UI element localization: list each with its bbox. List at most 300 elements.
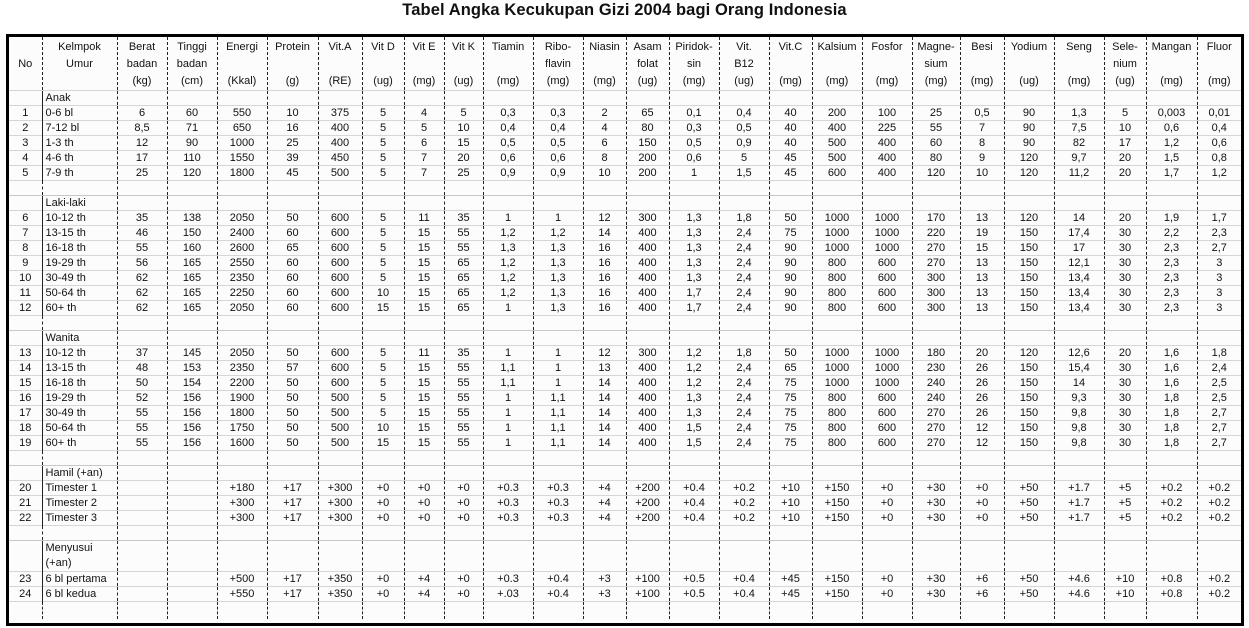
cell-berat: 55 [117, 421, 167, 436]
empty-cell [1104, 181, 1146, 196]
cell-niasin: +4 [583, 496, 626, 511]
empty-cell [9, 541, 42, 572]
empty-cell [1054, 602, 1104, 620]
column-header-line: B12 [734, 58, 754, 70]
cell-vitk: +0 [444, 481, 483, 496]
column-header-line: badan [126, 58, 158, 70]
cell-no: 7 [9, 226, 42, 241]
cell-piridoksin: 1,2 [669, 376, 719, 391]
cell-kalsium: 800 [812, 391, 862, 406]
cell-kalsium: 200 [812, 106, 862, 121]
cell-besi: 26 [960, 391, 1004, 406]
cell-selenium: 5 [1104, 106, 1146, 121]
cell-energi: 2350 [217, 361, 267, 376]
empty-cell [669, 602, 719, 620]
column-header-vitc [769, 37, 812, 91]
cell-no: 11 [9, 286, 42, 301]
empty-cell [1146, 451, 1197, 466]
empty-cell [862, 181, 912, 196]
cell-asamfolat: 400 [626, 226, 669, 241]
column-header-line [1147, 56, 1197, 73]
cell-piridoksin: 0,1 [669, 106, 719, 121]
cell-yodium: 150 [1004, 301, 1054, 316]
cell-tinggi: 154 [167, 376, 217, 391]
cell-asamfolat: +100 [626, 587, 669, 602]
cell-berat: 37 [117, 346, 167, 361]
empty-cell [318, 526, 362, 541]
cell-protein: 10 [267, 106, 318, 121]
cell-selenium: 30 [1104, 286, 1146, 301]
cell-tiamin: +0.3 [483, 496, 533, 511]
empty-cell [1104, 316, 1146, 331]
cell-fluor: 2,7 [1197, 421, 1241, 436]
cell-piridoksin: 1,5 [669, 436, 719, 451]
column-header-line [961, 56, 1004, 73]
empty-cell [117, 526, 167, 541]
cell-energi: 2050 [217, 346, 267, 361]
cell-berat: 62 [117, 271, 167, 286]
empty-cell [318, 602, 362, 620]
cell-vitd: 5 [362, 241, 404, 256]
cell-riboflavin: +0.3 [533, 511, 583, 526]
cell-piridoksin: 0,3 [669, 121, 719, 136]
cell-berat [117, 496, 167, 511]
cell-riboflavin: 1 [533, 346, 583, 361]
cell-selenium: +5 [1104, 511, 1146, 526]
empty-cell [912, 91, 960, 106]
cell-vitk: 55 [444, 406, 483, 421]
cell-vitc: 75 [769, 376, 812, 391]
cell-vite: 15 [404, 256, 444, 271]
cell-tinggi: 160 [167, 241, 217, 256]
cell-protein: 50 [267, 436, 318, 451]
cell-mangan: +0.2 [1146, 481, 1197, 496]
cell-riboflavin: 0,5 [533, 136, 583, 151]
cell-seng: 9,3 [1054, 391, 1104, 406]
column-header-line: Vit E [412, 41, 436, 53]
cell-fosfor: 600 [862, 301, 912, 316]
column-header-berat [117, 37, 167, 91]
empty-cell [626, 196, 669, 211]
column-header-no [9, 37, 42, 91]
empty-cell [362, 181, 404, 196]
cell-no: 15 [9, 376, 42, 391]
cell-berat: 62 [117, 301, 167, 316]
group-label: Wanita [42, 331, 117, 346]
empty-cell [960, 451, 1004, 466]
cell-vita: +350 [318, 572, 362, 587]
cell-vitk: 55 [444, 376, 483, 391]
empty-cell [583, 526, 626, 541]
empty-cell [912, 602, 960, 620]
cell-yodium: 90 [1004, 121, 1054, 136]
cell-fluor: 3 [1197, 301, 1241, 316]
cell-berat: 55 [117, 406, 167, 421]
cell-fosfor: +0 [862, 511, 912, 526]
cell-vitb12: 2,4 [719, 436, 769, 451]
column-header-line [770, 56, 812, 73]
cell-magnesium: +30 [912, 587, 960, 602]
column-header-line: Besi [971, 41, 993, 53]
empty-cell [318, 316, 362, 331]
cell-kalsium: 800 [812, 406, 862, 421]
empty-cell [267, 451, 318, 466]
cell-riboflavin: 1 [533, 211, 583, 226]
nutrition-table-frame [6, 34, 1244, 626]
cell-magnesium: 25 [912, 106, 960, 121]
empty-cell [583, 196, 626, 211]
cell-tinggi: 60 [167, 106, 217, 121]
cell-vitb12: 2,4 [719, 226, 769, 241]
cell-tiamin: 1,2 [483, 286, 533, 301]
empty-cell [812, 196, 862, 211]
empty-cell [1146, 602, 1197, 620]
cell-vite: 15 [404, 391, 444, 406]
cell-seng: 1,3 [1054, 106, 1104, 121]
cell-energi: +180 [217, 481, 267, 496]
cell-protein: 16 [267, 121, 318, 136]
column-header-niasin [583, 37, 626, 91]
cell-vitb12: 5 [719, 151, 769, 166]
cell-vitk: +0 [444, 572, 483, 587]
cell-vitb12: +0.4 [719, 572, 769, 587]
cell-selenium: 30 [1104, 421, 1146, 436]
cell-vitc: 40 [769, 121, 812, 136]
cell-vita: 500 [318, 406, 362, 421]
cell-no: 6 [9, 211, 42, 226]
cell-vitd: +0 [362, 572, 404, 587]
empty-cell [483, 331, 533, 346]
column-header-vita [318, 37, 362, 91]
table-row [9, 587, 1241, 602]
cell-vitb12: 1,5 [719, 166, 769, 181]
empty-cell [533, 451, 583, 466]
column-header-fosfor [862, 37, 912, 91]
cell-riboflavin: +0.3 [533, 496, 583, 511]
spacer-row [9, 602, 1241, 620]
cell-kelompok: 30-49 th [42, 271, 117, 286]
column-header-line: Energi [226, 41, 258, 53]
column-header-line: Protein [275, 41, 310, 53]
table-body [9, 91, 1241, 620]
empty-cell [1146, 541, 1197, 572]
column-header-line: Magne- [917, 41, 955, 53]
spacer-row [9, 181, 1241, 196]
table-row [9, 421, 1241, 436]
empty-cell [1197, 196, 1241, 211]
cell-vita: 500 [318, 421, 362, 436]
empty-cell [862, 526, 912, 541]
cell-besi: +6 [960, 587, 1004, 602]
group-label-row [9, 196, 1241, 211]
cell-fosfor: 1000 [862, 211, 912, 226]
empty-cell [362, 602, 404, 620]
cell-tinggi: 156 [167, 421, 217, 436]
cell-piridoksin: 1 [669, 166, 719, 181]
cell-niasin: 13 [583, 361, 626, 376]
cell-yodium: +50 [1004, 587, 1054, 602]
column-header-vite [404, 37, 444, 91]
cell-vitd: 10 [362, 286, 404, 301]
cell-magnesium: 300 [912, 301, 960, 316]
cell-magnesium: 270 [912, 256, 960, 271]
empty-cell [862, 466, 912, 481]
cell-fosfor: +0 [862, 587, 912, 602]
cell-protein: 60 [267, 256, 318, 271]
empty-cell [719, 316, 769, 331]
cell-piridoksin: 1,3 [669, 211, 719, 226]
cell-vitd: 5 [362, 151, 404, 166]
column-header-line: (RE) [328, 75, 352, 87]
cell-vita: 600 [318, 226, 362, 241]
empty-cell [626, 91, 669, 106]
empty-cell [1104, 91, 1146, 106]
cell-berat: 6 [117, 106, 167, 121]
cell-vita: 600 [318, 301, 362, 316]
cell-mangan: 2,3 [1146, 301, 1197, 316]
cell-besi: 26 [960, 376, 1004, 391]
cell-protein: 50 [267, 376, 318, 391]
cell-magnesium: +30 [912, 511, 960, 526]
cell-besi: 26 [960, 361, 1004, 376]
cell-kalsium: 800 [812, 421, 862, 436]
cell-vitc: +10 [769, 511, 812, 526]
empty-cell [626, 451, 669, 466]
empty-cell [912, 466, 960, 481]
table-row [9, 241, 1241, 256]
cell-kalsium: 800 [812, 436, 862, 451]
spacer-row [9, 451, 1241, 466]
empty-cell [1054, 331, 1104, 346]
cell-seng: 12,1 [1054, 256, 1104, 271]
empty-cell [267, 316, 318, 331]
column-header-line: Ribo- [544, 41, 572, 53]
empty-cell [583, 91, 626, 106]
cell-berat: 46 [117, 226, 167, 241]
column-header-line: (ug) [453, 75, 474, 87]
cell-vitd: 5 [362, 136, 404, 151]
cell-niasin: 14 [583, 421, 626, 436]
column-header-line: (kg) [132, 75, 152, 87]
cell-seng: 14 [1054, 211, 1104, 226]
empty-cell [117, 181, 167, 196]
empty-cell [217, 316, 267, 331]
cell-vitd: 5 [362, 106, 404, 121]
cell-vitd: 5 [362, 256, 404, 271]
column-header-line: (mg) [970, 75, 994, 87]
cell-magnesium: 60 [912, 136, 960, 151]
column-header-kelompok [42, 37, 117, 91]
cell-vitc: 90 [769, 241, 812, 256]
cell-niasin: 2 [583, 106, 626, 121]
empty-cell [267, 526, 318, 541]
cell-vite: 15 [404, 286, 444, 301]
cell-tiamin: +.03 [483, 587, 533, 602]
cell-protein: +17 [267, 481, 318, 496]
cell-vitc: 45 [769, 166, 812, 181]
cell-niasin: 16 [583, 301, 626, 316]
cell-kelompok: 13-15 th [42, 361, 117, 376]
spacer-row [9, 316, 1241, 331]
cell-tinggi: 165 [167, 256, 217, 271]
cell-vita: +300 [318, 511, 362, 526]
cell-selenium: 10 [1104, 121, 1146, 136]
empty-cell [318, 541, 362, 572]
empty-cell [583, 466, 626, 481]
empty-cell [626, 602, 669, 620]
cell-vitc: 75 [769, 406, 812, 421]
empty-cell [318, 331, 362, 346]
empty-cell [669, 196, 719, 211]
cell-tinggi: 153 [167, 361, 217, 376]
table-row [9, 511, 1241, 526]
cell-vitk: 55 [444, 241, 483, 256]
cell-niasin: 14 [583, 391, 626, 406]
column-header-line [445, 56, 483, 73]
cell-vitb12: 2,4 [719, 271, 769, 286]
empty-cell [769, 466, 812, 481]
nutrition-table [9, 37, 1241, 619]
cell-seng: 82 [1054, 136, 1104, 151]
cell-tinggi: 156 [167, 436, 217, 451]
empty-cell [117, 316, 167, 331]
cell-energi: 1800 [217, 406, 267, 421]
empty-cell [9, 331, 42, 346]
cell-asamfolat: 200 [626, 151, 669, 166]
column-header-line: (g) [285, 75, 300, 87]
cell-besi: +0 [960, 481, 1004, 496]
cell-vitk: +0 [444, 587, 483, 602]
cell-seng: 9,8 [1054, 436, 1104, 451]
cell-besi: +0 [960, 496, 1004, 511]
cell-kelompok: 16-18 th [42, 376, 117, 391]
group-label: Menyusui (+an) [42, 541, 117, 572]
empty-cell [912, 331, 960, 346]
empty-cell [669, 181, 719, 196]
empty-cell [167, 316, 217, 331]
cell-niasin: +3 [583, 572, 626, 587]
cell-asamfolat: 400 [626, 271, 669, 286]
cell-selenium: 30 [1104, 271, 1146, 286]
empty-cell [167, 331, 217, 346]
column-header-line: Tiamin [491, 41, 525, 53]
cell-mangan: 0,6 [1146, 121, 1197, 136]
column-header-line: (mg) [1160, 75, 1183, 87]
cell-mangan: 2,2 [1146, 226, 1197, 241]
cell-vitb12: 1,8 [719, 211, 769, 226]
cell-fosfor: 1000 [862, 346, 912, 361]
cell-piridoksin: 1,3 [669, 256, 719, 271]
cell-tiamin: 1 [483, 301, 533, 316]
cell-mangan: 2,3 [1146, 286, 1197, 301]
cell-vitb12: 2,4 [719, 421, 769, 436]
empty-cell [669, 331, 719, 346]
cell-energi: +300 [217, 496, 267, 511]
empty-cell [769, 316, 812, 331]
empty-cell [960, 526, 1004, 541]
cell-seng: +1.7 [1054, 511, 1104, 526]
cell-vita: 400 [318, 136, 362, 151]
cell-piridoksin: 1,7 [669, 301, 719, 316]
column-header-line [1055, 56, 1104, 73]
cell-vitk: 10 [444, 121, 483, 136]
column-header-line: (ug) [1019, 75, 1039, 87]
cell-asamfolat: 80 [626, 121, 669, 136]
cell-berat: 17 [117, 151, 167, 166]
cell-energi: 1750 [217, 421, 267, 436]
cell-tinggi: 156 [167, 406, 217, 421]
column-header-yodium [1004, 37, 1054, 91]
cell-seng: 9,8 [1054, 421, 1104, 436]
cell-vitc: 75 [769, 436, 812, 451]
cell-selenium: 20 [1104, 211, 1146, 226]
cell-no: 24 [9, 587, 42, 602]
cell-besi: 13 [960, 211, 1004, 226]
cell-riboflavin: 1,3 [533, 301, 583, 316]
cell-kalsium: +150 [812, 496, 862, 511]
empty-cell [362, 451, 404, 466]
cell-niasin: 14 [583, 376, 626, 391]
cell-yodium: 120 [1004, 346, 1054, 361]
empty-cell [404, 91, 444, 106]
cell-piridoksin: 1,7 [669, 286, 719, 301]
empty-cell [533, 181, 583, 196]
cell-kalsium: 1000 [812, 211, 862, 226]
cell-selenium: +5 [1104, 481, 1146, 496]
empty-cell [267, 91, 318, 106]
cell-mangan: 1,2 [1146, 136, 1197, 151]
empty-cell [1004, 316, 1054, 331]
empty-cell [1146, 316, 1197, 331]
cell-tiamin: +0.3 [483, 572, 533, 587]
cell-seng: +4.6 [1054, 587, 1104, 602]
cell-fosfor: 1000 [862, 361, 912, 376]
cell-kelompok: 13-15 th [42, 226, 117, 241]
cell-vitd: 5 [362, 166, 404, 181]
cell-asamfolat: +100 [626, 572, 669, 587]
empty-cell [862, 331, 912, 346]
column-header-line: Sele- [1112, 41, 1138, 53]
empty-cell [267, 541, 318, 572]
empty-cell [719, 526, 769, 541]
empty-cell [444, 316, 483, 331]
column-header-line: (mg) [1207, 75, 1231, 87]
column-header-line: Kelmpok [58, 41, 101, 53]
cell-kelompok: 60+ th [42, 301, 117, 316]
empty-cell [812, 526, 862, 541]
cell-mangan: 1,9 [1146, 211, 1197, 226]
cell-vite: 11 [404, 211, 444, 226]
empty-cell [167, 196, 217, 211]
cell-protein: 60 [267, 301, 318, 316]
cell-no: 16 [9, 391, 42, 406]
cell-tinggi [167, 496, 217, 511]
cell-tinggi: 110 [167, 151, 217, 166]
empty-cell [719, 331, 769, 346]
cell-kalsium: 600 [812, 166, 862, 181]
cell-protein: 50 [267, 346, 318, 361]
cell-fluor: 2,7 [1197, 241, 1241, 256]
cell-vite: 7 [404, 166, 444, 181]
cell-berat: 62 [117, 286, 167, 301]
cell-energi: 2050 [217, 301, 267, 316]
cell-berat [117, 587, 167, 602]
empty-cell [444, 196, 483, 211]
cell-besi: 0,5 [960, 106, 1004, 121]
cell-kelompok: Timester 2 [42, 496, 117, 511]
empty-cell [912, 526, 960, 541]
cell-energi: 650 [217, 121, 267, 136]
